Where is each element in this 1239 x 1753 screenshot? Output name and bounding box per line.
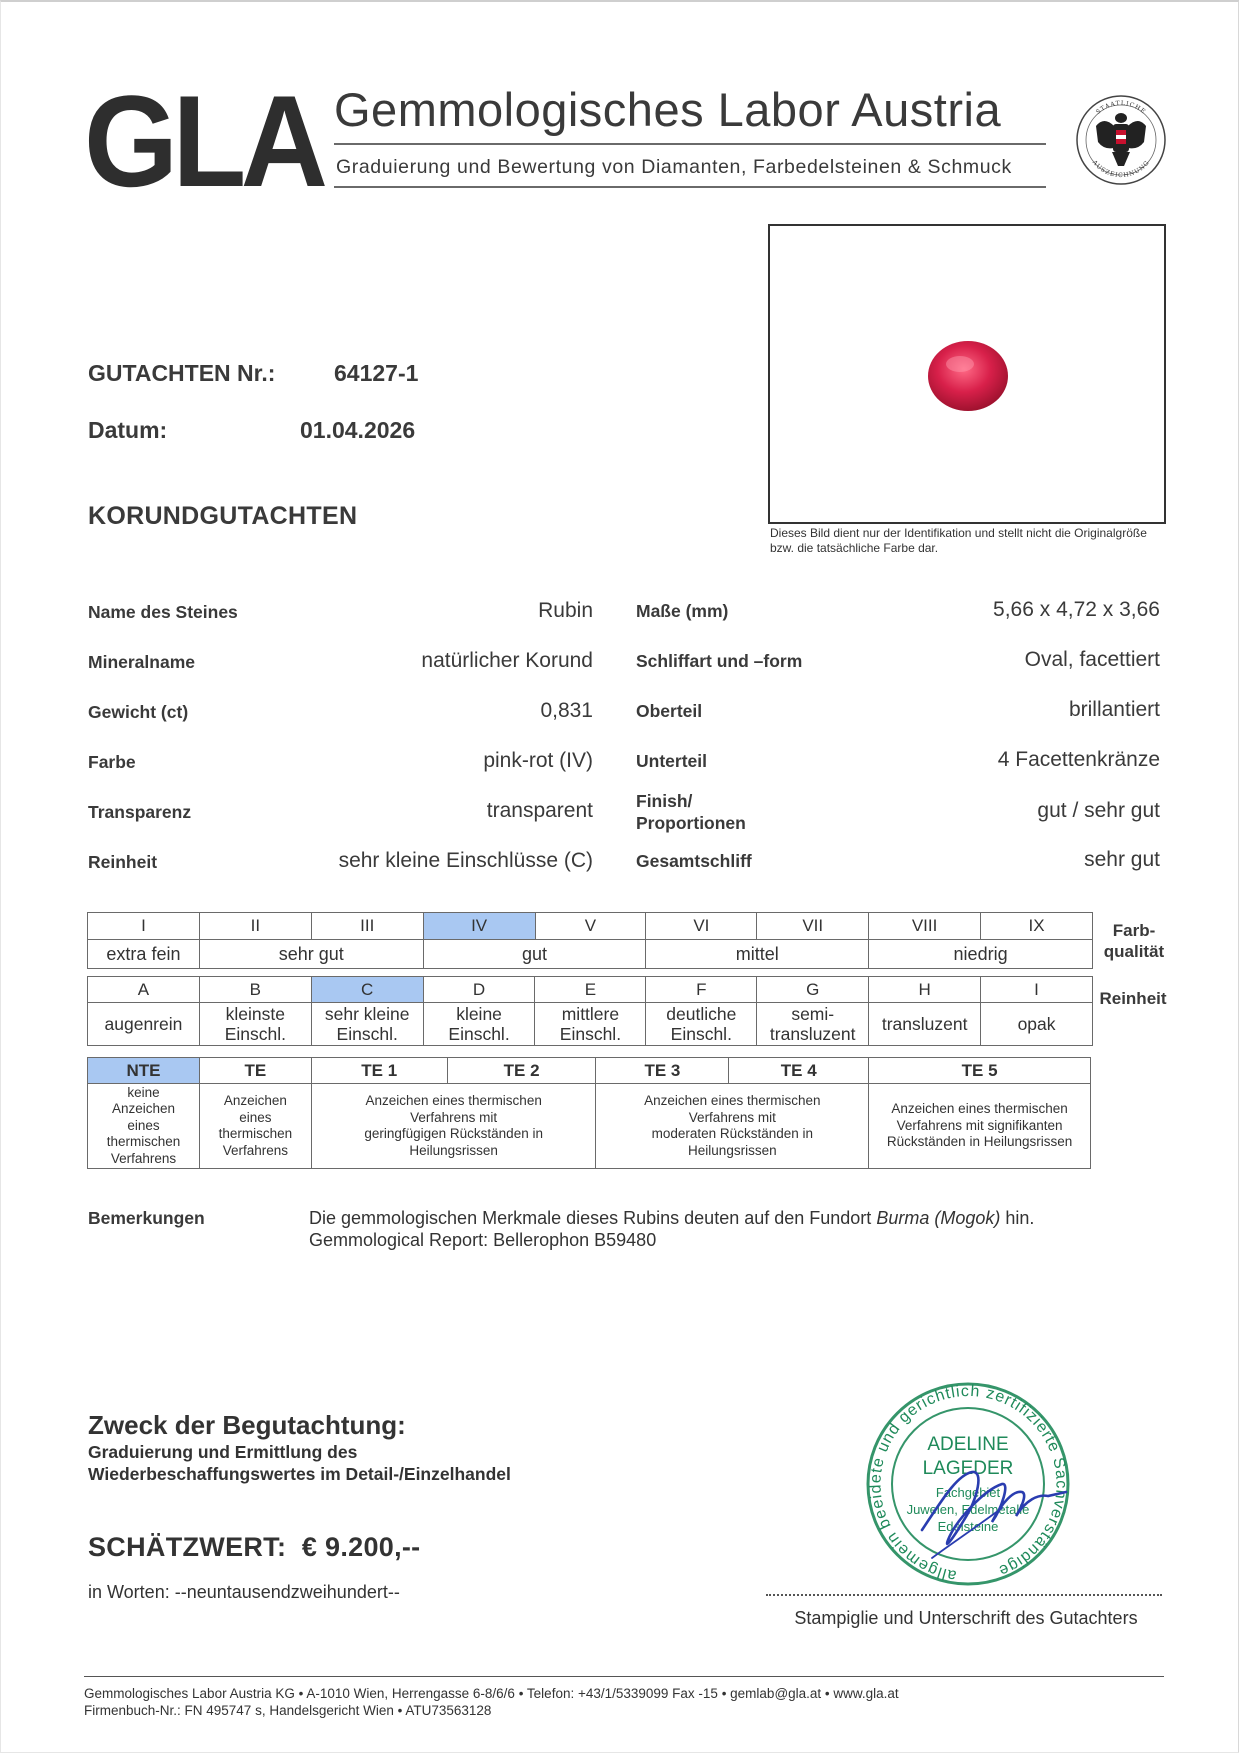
remarks-line-1: [309, 1207, 1034, 1229]
color-grade-VII: VII: [757, 913, 869, 940]
treatment-desc-line: Anzeichen eines thermischen: [891, 1101, 1068, 1117]
prop-label: Mineralname: [88, 652, 195, 672]
clarity-desc-line: transluzent: [881, 1014, 968, 1034]
treatment-desc-line: Heilungsrissen: [688, 1142, 777, 1158]
treatment-desc-line: geringfügigen Rückständen in: [364, 1126, 543, 1141]
prop-value: sehr gut: [1084, 848, 1160, 871]
treatment-desc-line: Rückständen in Heilungsrissen: [886, 1134, 1073, 1150]
clarity-grade-D: D: [423, 977, 535, 1003]
treatment-desc-line: Verfahrens mit signifikanten: [896, 1117, 1063, 1133]
treatment-grade-TE1: TE 1: [311, 1058, 447, 1084]
remarks-text: Die gemmologischen Merkmale dieses Rubins deuten auf den Fundort: [309, 1208, 877, 1228]
treatment-desc-line: Verfahrens mit: [688, 1109, 776, 1125]
expert-stamp-icon: [852, 1380, 1084, 1590]
remarks-line-2: Gemmological Report: Bellerophon B59480: [309, 1230, 657, 1250]
stamp-line-5: Edelsteine: [937, 1519, 999, 1534]
treatment-desc: [596, 1084, 869, 1169]
remarks-label: Bemerkungen: [88, 1208, 205, 1228]
clarity-grade-E: E: [535, 977, 646, 1003]
color-grade-III: III: [311, 913, 423, 940]
clarity-desc: [199, 1003, 311, 1046]
purpose-line: Wiederbeschaffungswertes im Detail-/Einzelhandel: [88, 1464, 511, 1484]
prop-value: Rubin: [538, 599, 593, 622]
state-seal-icon: [1074, 88, 1168, 188]
clarity-desc-line: transluzent: [769, 1024, 856, 1044]
clarity-desc-line: Einschl.: [336, 1024, 398, 1044]
seal-top-text: STAATLICHE: [1094, 99, 1148, 116]
treatment-desc-line: thermischen: [106, 1134, 181, 1150]
stamp-name-1: ADELINE: [927, 1434, 1009, 1455]
treatment-grade-TE: TE: [199, 1058, 311, 1084]
clarity-grade-I: I: [981, 977, 1093, 1003]
prop-value: Oval, facettiert: [1024, 648, 1160, 671]
prop-value: gut / sehr gut: [1037, 799, 1160, 822]
color-grade-VIII: VIII: [869, 913, 981, 940]
purpose-line: Graduierung und Ermittlung des: [88, 1442, 358, 1462]
clarity-desc: [88, 1003, 200, 1046]
signature-line: [766, 1594, 1162, 1596]
treatment-desc-line: eines: [239, 1109, 272, 1125]
svg-text:allgemein beeidete und gericht: [867, 1383, 1069, 1584]
treatment-desc-line: Verfahrens: [222, 1142, 289, 1158]
prop-label: Name des Steines: [88, 602, 238, 622]
prop-value: pink-rot (IV): [483, 749, 593, 772]
prop-label: Proportionen: [636, 813, 746, 833]
footer-line: Firmenbuch-Nr.: FN 495747 s, Handelsgericht Wien • ATU73563128: [84, 1703, 492, 1718]
prop-value: 0,831: [540, 699, 593, 722]
treatment-grade-TE5: TE 5: [869, 1058, 1091, 1084]
prop-label: Gewicht (ct): [88, 702, 189, 722]
treatment-grade-TE3: TE 3: [596, 1058, 729, 1084]
report-date: 01.04.2026: [300, 417, 416, 443]
clarity-desc-line: opak: [1017, 1014, 1056, 1034]
treatment-desc: [311, 1084, 596, 1169]
seal-bottom-text: AUSZEICHNUNG: [1090, 159, 1152, 180]
clarity-grade-F: F: [646, 977, 757, 1003]
purpose-text: [88, 1441, 511, 1485]
prop-label: Schliffart und –form: [636, 651, 803, 671]
prop-label: Farbe: [88, 752, 136, 772]
footer-rule: [84, 1676, 1164, 1677]
clarity-desc-line: Einschl.: [448, 1024, 510, 1044]
treatment-desc: [199, 1084, 311, 1169]
treatment-desc: [869, 1084, 1091, 1169]
treatment-desc-line: Verfahrens: [110, 1150, 177, 1166]
report-number: 64127-1: [334, 360, 419, 386]
treatment-desc-line: keine: [127, 1084, 160, 1100]
clarity-desc: [646, 1003, 757, 1046]
color-side-label-line: Farb-: [1112, 921, 1156, 940]
treatment-grade-TE2: TE 2: [447, 1058, 596, 1084]
color-group: gut: [423, 940, 646, 969]
header-rule-top: [334, 143, 1046, 145]
estimate-in-words: in Worten: --neuntausendzweihundert--: [88, 1582, 400, 1602]
remarks-text: hin.: [1000, 1208, 1035, 1228]
clarity-desc-line: deutliche: [666, 1004, 737, 1024]
lab-name: Gemmologisches Labor Austria: [334, 83, 1002, 136]
prop-label: Transparenz: [88, 802, 192, 822]
prop-value: transparent: [486, 799, 593, 822]
clarity-desc-line: semi-: [791, 1004, 835, 1024]
color-group: extra fein: [88, 940, 200, 969]
color-grade-IX: IX: [981, 913, 1093, 940]
gem-highlight: [946, 356, 974, 372]
clarity-table: [87, 976, 1093, 1046]
color-group: niedrig: [869, 940, 1093, 969]
gem-photo-frame: [768, 224, 1166, 524]
estimate-label: SCHÄTZWERT:: [88, 1532, 287, 1562]
clarity-desc-line: mittlere: [561, 1004, 620, 1024]
treatment-desc-line: eines: [127, 1117, 160, 1133]
stamp-line-4: Juwelen, Edelmetalle: [906, 1502, 1030, 1517]
treatment-desc-line: Anzeichen: [111, 1101, 175, 1117]
prop-label: Maße (mm): [636, 601, 729, 621]
clarity-desc: [311, 1003, 423, 1046]
prop-value: 5,66 x 4,72 x 3,66: [993, 598, 1160, 621]
prop-value: 4 Facettenkränze: [997, 748, 1160, 771]
color-grade-I: I: [88, 913, 200, 940]
prop-label: Finish/: [636, 791, 693, 811]
remarks-origin: Burma (Mogok): [876, 1208, 1001, 1228]
header-rule-bottom: [334, 186, 1046, 188]
color-grade-IV-selected: IV: [423, 913, 535, 940]
treatment-desc-line: Verfahrens mit: [410, 1109, 498, 1125]
report-title: KORUNDGUTACHTEN: [88, 502, 358, 530]
clarity-desc-line: Einschl.: [670, 1024, 732, 1044]
treatment-desc-line: Anzeichen: [223, 1093, 287, 1108]
lab-subtitle: Graduierung und Bewertung von Diamanten, Farbedelsteinen & Schmuck: [336, 156, 1012, 178]
treatment-desc-line: Heilungsrissen: [409, 1142, 498, 1158]
clarity-desc-line: kleine: [456, 1004, 502, 1024]
clarity-desc-line: sehr kleine: [324, 1004, 410, 1024]
gem-photo: [770, 226, 1164, 522]
clarity-desc: [981, 1003, 1093, 1046]
purpose-title: Zweck der Begutachtung:: [88, 1410, 406, 1440]
clarity-desc: [535, 1003, 646, 1046]
stamp-name-2: LAGEDER: [922, 1458, 1014, 1479]
estimate: [88, 1532, 420, 1563]
color-grade-VI: VI: [646, 913, 757, 940]
signature-caption: Stampiglie und Unterschrift des Gutachters: [794, 1608, 1138, 1628]
clarity-grade-G: G: [757, 977, 869, 1003]
prop-label: Oberteil: [636, 701, 703, 721]
clarity-grade-A: A: [88, 977, 200, 1003]
prop-value: brillantiert: [1068, 698, 1160, 721]
clarity-desc-line: Einschl.: [559, 1024, 622, 1044]
color-quality-side-label: [1094, 920, 1174, 962]
treatment-desc-line: thermischen: [218, 1126, 293, 1141]
treatment-table: [87, 1057, 1091, 1169]
date-label: Datum:: [88, 417, 168, 443]
clarity-desc: [423, 1003, 535, 1046]
color-grade-II: II: [199, 913, 311, 940]
clarity-desc-line: augenrein: [104, 1014, 183, 1034]
clarity-grade-H: H: [869, 977, 981, 1003]
prop-label: Gesamtschliff: [636, 851, 752, 871]
stamp-ring-text: allgemein beeidete und gerichtlich zertifizierte Sachverständige: [867, 1382, 1070, 1585]
estimate-value: € 9.200,--: [301, 1532, 421, 1562]
color-group: sehr gut: [199, 940, 423, 969]
report-number-label: GUTACHTEN Nr.:: [88, 360, 276, 386]
gla-logo: GLA: [84, 68, 323, 214]
prop-label: Unterteil: [636, 751, 707, 771]
footer: [84, 1685, 899, 1719]
prop-label: Reinheit: [88, 852, 158, 872]
treatment-desc-line: moderaten Rückständen in: [651, 1126, 813, 1141]
stamp-line-3: Fachgebiet: [935, 1485, 1001, 1500]
treatment-grade-NTE-selected: NTE: [88, 1058, 200, 1084]
color-side-label-line: qualität: [1103, 942, 1165, 961]
treatment-desc-line: Anzeichen eines thermischen: [365, 1093, 542, 1108]
treatment-desc: [88, 1084, 200, 1169]
color-grade-V: V: [535, 913, 646, 940]
clarity-side-label: Reinheit: [1099, 989, 1167, 1008]
clarity-desc: [757, 1003, 869, 1046]
footer-line: Gemmologisches Labor Austria KG • A-1010 Wien, Herrengasse 6-8/6/6 • Telefon: +43/1/5339099 Fax -15 • gemlab@gla.at • www.gla.at: [84, 1686, 899, 1701]
treatment-desc-line: Anzeichen eines thermischen: [644, 1093, 821, 1108]
color-group: mittel: [646, 940, 869, 969]
photo-disclaimer: Dieses Bild dient nur der Identifikation und stellt nicht die Originalgröße bzw. die tatsächliche Farbe dar.: [770, 526, 1147, 555]
prop-value: natürlicher Korund: [421, 649, 593, 672]
clarity-grade-B: B: [199, 977, 311, 1003]
color-quality-table: [87, 912, 1093, 969]
clarity-grade-C-selected: C: [311, 977, 423, 1003]
treatment-grade-TE4: TE 4: [729, 1058, 869, 1084]
clarity-desc-line: Einschl.: [224, 1024, 286, 1044]
clarity-desc-line: kleinste: [225, 1004, 285, 1024]
prop-value: sehr kleine Einschlüsse (C): [338, 849, 593, 872]
clarity-desc: [869, 1003, 981, 1046]
ruby-gem: [928, 341, 1008, 411]
